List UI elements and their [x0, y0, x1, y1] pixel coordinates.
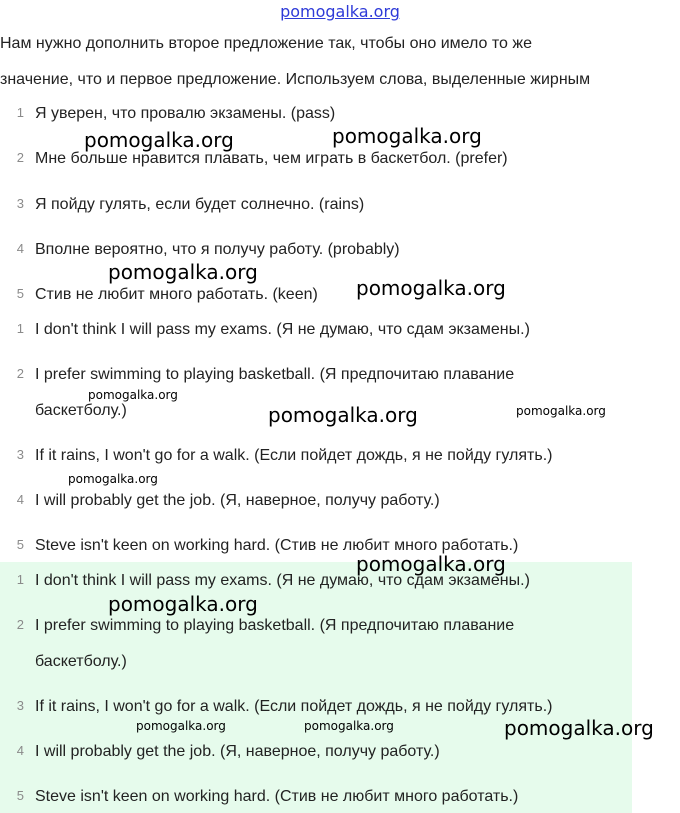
list-item-text: Steve isn't keen on working hard. (Стив не любит много работать.): [35, 788, 519, 805]
answer-highlight-box: [0, 562, 632, 813]
list-item-number: 4: [16, 492, 24, 507]
list-item-text: I don't think I will pass my exams. (Я не думаю, что сдам экзамены.): [35, 572, 530, 589]
list-item-number: 1: [16, 572, 24, 587]
watermark-text: pomogalka.org: [332, 124, 482, 148]
list-item-text: баскетболу.): [35, 653, 127, 670]
list-item-number: 1: [16, 105, 24, 120]
list-item-number: 3: [16, 447, 24, 462]
list-item-number: 5: [16, 286, 24, 301]
intro-line-2: значение, что и первое предложение. Используем слова, выделенные жирным: [0, 71, 591, 88]
list-item-number: 1: [16, 321, 24, 336]
list-item-text: If it rains, I won't go for a walk. (Если пойдет дождь, я не пойду гулять.): [35, 447, 553, 464]
watermark-text: pomogalka.org: [88, 388, 178, 402]
watermark-text: pomogalka.org: [108, 260, 258, 284]
intro-line-1: Нам нужно дополнить второе предложение так, чтобы оно имело то же: [0, 35, 532, 52]
list-item-text: Я пойду гулять, если будет солнечно. (rains): [35, 196, 365, 213]
list-item-text: I prefer swimming to playing basketball. (Я предпочитаю плавание: [35, 366, 515, 383]
watermark-text: pomogalka.org: [108, 592, 258, 616]
list-item-text: I don't think I will pass my exams. (Я не думаю, что сдам экзамены.): [35, 321, 530, 338]
watermark-text: pomogalka.org: [136, 719, 226, 733]
list-item-text: Вполне вероятно, что я получу работу. (probably): [35, 241, 400, 258]
list-item-number: 4: [16, 743, 24, 758]
list-item-text: Мне больше нравится плавать, чем играть в баскетбол. (prefer): [35, 150, 508, 167]
watermark-text: pomogalka.org: [268, 403, 418, 427]
list-item-text: Я уверен, что провалю экзамены. (pass): [35, 105, 336, 122]
list-item-text: If it rains, I won't go for a walk. (Если пойдет дождь, я не пойду гулять.): [35, 698, 553, 715]
top-watermark-link[interactable]: pomogalka.org: [280, 2, 400, 21]
watermark-text: pomogalka.org: [68, 472, 158, 486]
list-item-text: Steve isn't keen on working hard. (Стив не любит много работать.): [35, 537, 519, 554]
list-item-number: 3: [16, 698, 24, 713]
watermark-text: pomogalka.org: [356, 276, 506, 300]
watermark-text: pomogalka.org: [504, 716, 654, 740]
list-item-number: 2: [16, 366, 24, 381]
list-item-number: 4: [16, 241, 24, 256]
list-item-text: баскетболу.): [35, 402, 127, 419]
list-item-text: I prefer swimming to playing basketball. (Я предпочитаю плавание: [35, 617, 515, 634]
list-item-number: 5: [16, 788, 24, 803]
watermark-text: pomogalka.org: [516, 404, 606, 418]
watermark-text: pomogalka.org: [356, 552, 506, 576]
list-item-number: 5: [16, 537, 24, 552]
list-item-text: I will probably get the job. (Я, наверное, получу работу.): [35, 743, 440, 760]
watermark-text: pomogalka.org: [304, 719, 394, 733]
list-item-text: Стив не любит много работать. (keen): [35, 286, 318, 303]
list-item-number: 3: [16, 196, 24, 211]
list-item-number: 2: [16, 150, 24, 165]
list-item-number: 2: [16, 617, 24, 632]
watermark-text: pomogalka.org: [84, 128, 234, 152]
list-item-text: I will probably get the job. (Я, наверное, получу работу.): [35, 492, 440, 509]
intro-paragraph: [0, 26, 680, 98]
